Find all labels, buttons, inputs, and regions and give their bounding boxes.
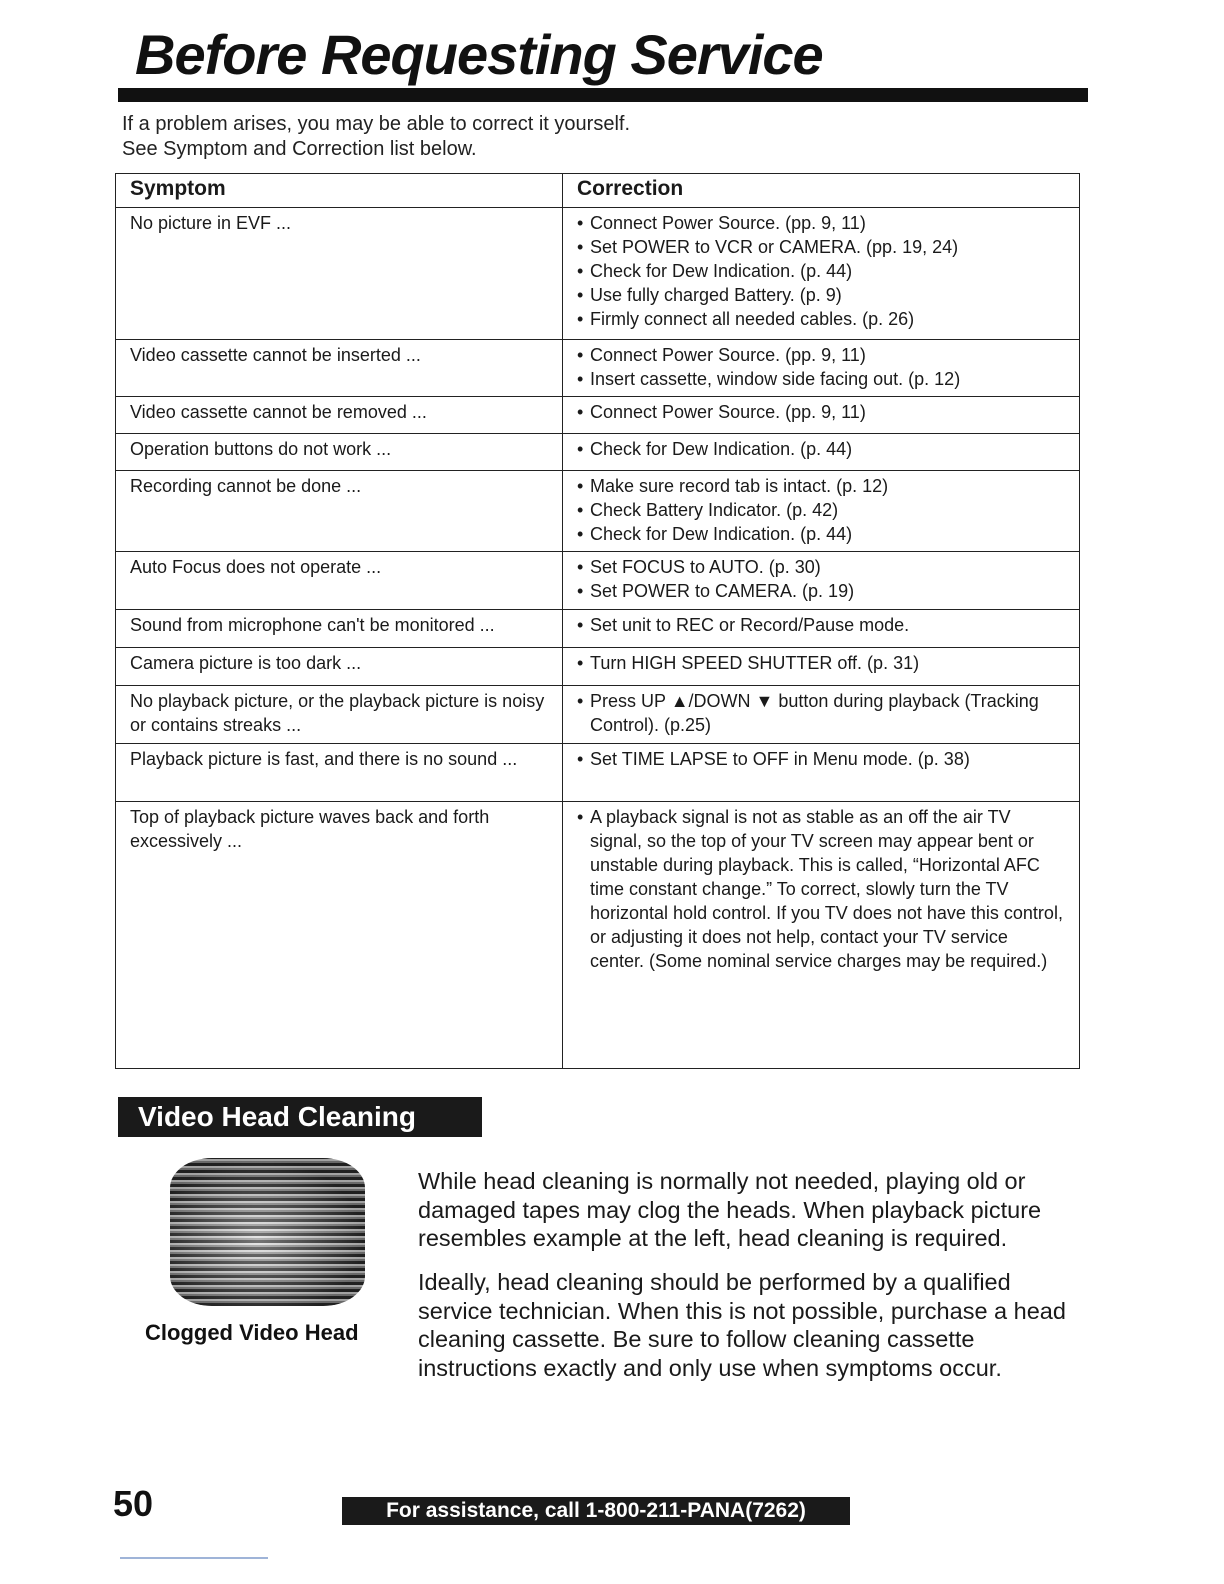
symptom-cell: Top of playback picture waves back and forth excessively ...: [116, 802, 563, 1069]
correction-item: • Insert cassette, window side facing out. (p. 12): [577, 367, 1065, 391]
image-caption: Clogged Video Head: [145, 1320, 359, 1345]
table-row: [116, 434, 1080, 471]
table-row: [116, 340, 1080, 397]
correction-cell: [563, 552, 1080, 610]
correction-item: • Turn HIGH SPEED SHUTTER off. (p. 31): [577, 651, 1065, 675]
table-row: [116, 208, 1080, 340]
correction-item: • Check for Dew Indication. (p. 44): [577, 522, 1065, 546]
correction-item: • Set TIME LAPSE to OFF in Menu mode. (p. 38): [577, 747, 1065, 771]
correction-cell: [563, 397, 1080, 434]
correction-item: • Check Battery Indicator. (p. 42): [577, 498, 1065, 522]
correction-item: • Make sure record tab is intact. (p. 12): [577, 474, 1065, 498]
correction-item: • Check for Dew Indication. (p. 44): [577, 437, 1065, 461]
correction-cell: [563, 434, 1080, 471]
table-row: [116, 802, 1080, 1069]
correction-item: • Connect Power Source. (pp. 9, 11): [577, 343, 1065, 367]
symptom-cell: No picture in EVF ...: [116, 208, 563, 340]
correction-item: • Connect Power Source. (pp. 9, 11): [577, 400, 1065, 424]
assistance-banner: For assistance, call 1-800-211-PANA(7262): [342, 1497, 850, 1525]
cleaning-paragraph: Ideally, head cleaning should be performed by a qualified service technician. When this is not possible, purchase a head cleaning cassette. Be sure to follow cleaning cassette instructions exactly and only use when symptoms occur.: [418, 1269, 1066, 1381]
correction-cell: [563, 802, 1080, 1069]
correction-item: • Use fully charged Battery. (p. 9): [577, 283, 1065, 307]
video-head-cleaning-heading: Video Head Cleaning: [118, 1097, 482, 1137]
correction-item: • A playback signal is not as stable as an off the air TV signal, so the top of your TV screen may appear bent or unstable during playback. This is called, “Horizontal AFC time constant change.” To correct, slowly turn the TV horizontal hold control. If you TV does not have this control, or adjusting it does not help, contact your TV service center. (Some nominal service charges may be required.): [577, 805, 1065, 973]
correction-item: • Set unit to REC or Record/Pause mode.: [577, 613, 1065, 637]
symptom-cell: Sound from microphone can't be monitored ...: [116, 610, 563, 648]
cleaning-paragraph: While head cleaning is normally not needed, playing old or damaged tapes may clog the heads. When playback picture resembles example at the left, head cleaning is required.: [418, 1168, 1042, 1251]
correction-item: • Connect Power Source. (pp. 9, 11): [577, 211, 1065, 235]
symptom-cell: No playback picture, or the playback picture is noisy or contains streaks ...: [116, 686, 563, 744]
symptom-cell: Video cassette cannot be removed ...: [116, 397, 563, 434]
table-row: [116, 610, 1080, 648]
symptom-cell: Auto Focus does not operate ...: [116, 552, 563, 610]
correction-item: • Press UP ▲/DOWN ▼ button during playback (Tracking Control). (p.25): [577, 689, 1065, 737]
table-row: [116, 648, 1080, 686]
correction-cell: [563, 686, 1080, 744]
symptom-cell: Camera picture is too dark ...: [116, 648, 563, 686]
table-row: [116, 397, 1080, 434]
correction-item: • Set FOCUS to AUTO. (p. 30): [577, 555, 1065, 579]
symptom-correction-table: [115, 173, 1080, 1069]
table-row: [116, 552, 1080, 610]
symptom-header: Symptom: [116, 174, 563, 208]
table-row: [116, 686, 1080, 744]
intro-line: See Symptom and Correction list below.: [122, 138, 477, 160]
table-header-row: [116, 174, 1080, 208]
correction-item: • Set POWER to CAMERA. (p. 19): [577, 579, 1065, 603]
correction-cell: [563, 471, 1080, 552]
correction-cell: [563, 610, 1080, 648]
correction-item: • Set POWER to VCR or CAMERA. (pp. 19, 24): [577, 235, 1065, 259]
intro-text: [122, 112, 630, 162]
symptom-cell: Operation buttons do not work ...: [116, 434, 563, 471]
page-title: Before Requesting Service: [135, 23, 823, 86]
correction-item: • Check for Dew Indication. (p. 44): [577, 259, 1065, 283]
correction-cell: [563, 648, 1080, 686]
bottom-rule: [120, 1557, 268, 1559]
correction-header: Correction: [563, 174, 1080, 208]
table-row: [116, 744, 1080, 802]
intro-line: If a problem arises, you may be able to correct it yourself.: [122, 113, 630, 135]
title-rule: [118, 88, 1088, 102]
correction-cell: [563, 744, 1080, 802]
correction-cell: [563, 208, 1080, 340]
page-number: 50: [113, 1483, 154, 1524]
table-row: [116, 471, 1080, 552]
correction-cell: [563, 340, 1080, 397]
symptom-cell: Video cassette cannot be inserted ...: [116, 340, 563, 397]
symptom-cell: Recording cannot be done ...: [116, 471, 563, 552]
clogged-video-head-image: [170, 1158, 365, 1306]
symptom-cell: Playback picture is fast, and there is no sound ...: [116, 744, 563, 802]
correction-item: • Firmly connect all needed cables. (p. 26): [577, 307, 1065, 331]
